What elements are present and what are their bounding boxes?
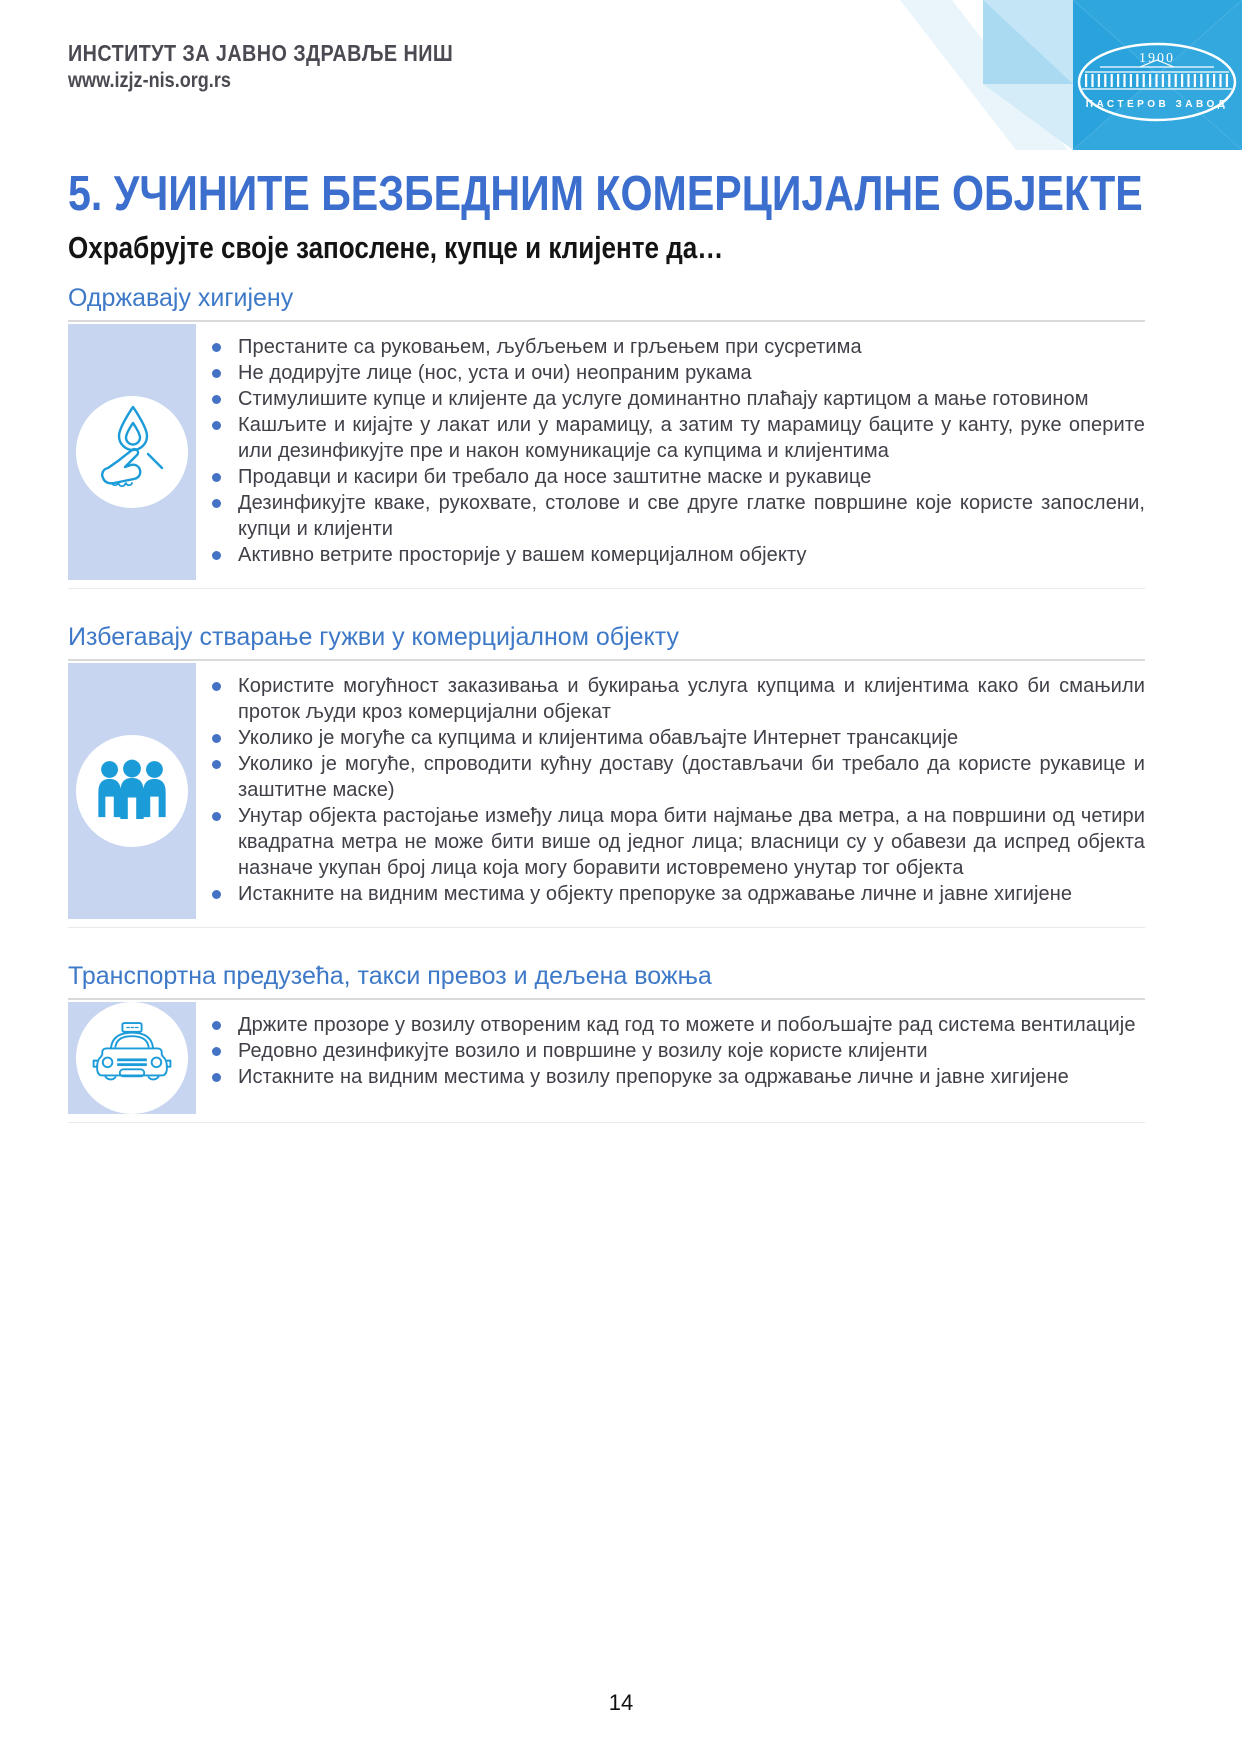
logo-name: ПАСТЕРОВ ЗАВОД [1085, 99, 1229, 110]
bullet-dot-icon [212, 499, 221, 508]
institute-url: www.izjz-nis.org.rs [68, 69, 231, 92]
bullet-dot-icon [212, 473, 221, 482]
page-title: 5. УЧИНИТЕ БЕЗБЕДНИМ КОМЕРЦИЈАЛНЕ ОБЈЕКТЕ [68, 167, 1143, 221]
bullet-dot-icon [212, 395, 221, 404]
list-item: Држите прозоре у возилу отвореним кад год то можете и побољшајте рад система вентилације [208, 1012, 1145, 1038]
icon-panel [68, 1002, 196, 1114]
list-item: Истакните на видним местима у објекту препоруке за одржавање личне и јавне хигијене [208, 881, 1145, 907]
section-crowds [68, 623, 1145, 928]
bullet-dot-icon [212, 1021, 221, 1030]
institute-name: ИНСТИТУТ ЗА ЈАВНО ЗДРАВЉЕ НИШ [68, 40, 454, 66]
list-item: Истакните на видним местима у возилу препоруке за одржавање личне и јавне хигијене [208, 1064, 1145, 1090]
section-heading: Транспортна предузећа, такси превоз и дељена вожња [68, 962, 712, 991]
bullet-dot-icon [212, 1047, 221, 1056]
list-item: Не додирујте лице (нос, уста и очи) неопраним рукама [208, 360, 1145, 386]
bullet-dot-icon [212, 1073, 221, 1082]
list-item: Престаните са руковањем, љубљењем и грљењем при сусретима [208, 334, 1145, 360]
bullet-dot-icon [212, 812, 221, 821]
icon-panel [68, 663, 196, 919]
section-divider [68, 659, 1145, 661]
section-hygiene [68, 284, 1145, 589]
people-icon [85, 748, 179, 834]
bullet-dot-icon [212, 343, 221, 352]
list-item: Дезинфикујте кваке, рукохвате, столове и све друге глатке површине које користе запослени, купци и клијенти [208, 490, 1145, 542]
icon-circle [76, 396, 188, 508]
list-item: Уколико је могуће са купцима и клијентима обављајте Интернет трансакције [208, 725, 1145, 751]
list-item: Кашљите и кијајте у лакат или у марамицу, а затим ту марамицу баците у канту, руке оперите или дезинфикујте пре и након комуникације са купцима и клијентима [208, 412, 1145, 464]
list-item: Користите могућност заказивања и букирања услуга купцима и клијентима како би смањили проток људи кроз комерцијални објекат [208, 673, 1145, 725]
list-item: Уколико је могуће, спроводити кућну доставу (достављачи би требало да користе рукавице и заштитне маске) [208, 751, 1145, 803]
section-transport [68, 962, 1145, 1123]
list-item: Активно ветрите просторије у вашем комерцијалном објекту [208, 542, 1145, 568]
list-item: Унутар објекта растојање између лица мора бити најмање два метра, а на површини од четири квадратна метра не може бити више од једног лица; власници су у обавези да испред објекта назначе укупан број лица која могу боравити истовремено унутар тог објекта [208, 803, 1145, 881]
bullet-list [208, 1012, 1145, 1102]
section-divider [68, 998, 1145, 1000]
icon-panel [68, 324, 196, 580]
list-item: Продавци и касири би требало да носе заштитне маске и рукавице [208, 464, 1145, 490]
section-end-divider [68, 927, 1145, 928]
bullet-dot-icon [212, 551, 221, 560]
bullet-list [208, 334, 1145, 568]
bullet-dot-icon [212, 421, 221, 430]
handwash-icon [92, 402, 172, 502]
bullet-dot-icon [212, 734, 221, 743]
bullet-list [208, 673, 1145, 907]
page-number: 14 [608, 1690, 634, 1715]
bullet-dot-icon [212, 682, 221, 691]
page-subtitle: Охрабрујте своје запослене, купце и клијенте да… [68, 230, 724, 266]
icon-circle [76, 1002, 188, 1114]
section-end-divider [68, 1122, 1145, 1123]
bullet-dot-icon [212, 890, 221, 899]
section-end-divider [68, 588, 1145, 589]
list-item: Стимулишите купце и клијенте да услуге доминантно плаћају картицом а мање готовином [208, 386, 1145, 412]
bullet-dot-icon [212, 760, 221, 769]
bullet-dot-icon [212, 369, 221, 378]
icon-circle [76, 735, 188, 847]
list-item: Редовно дезинфикујте возило и површине у возилу које користе клијенти [208, 1038, 1145, 1064]
section-divider [68, 320, 1145, 322]
section-heading: Одржавају хигијену [68, 284, 294, 313]
logo-year: 1900 [1139, 51, 1175, 66]
section-heading: Избегавају стварање гужви у комерцијалном објекту [68, 623, 679, 652]
taxi-icon [84, 1019, 180, 1097]
